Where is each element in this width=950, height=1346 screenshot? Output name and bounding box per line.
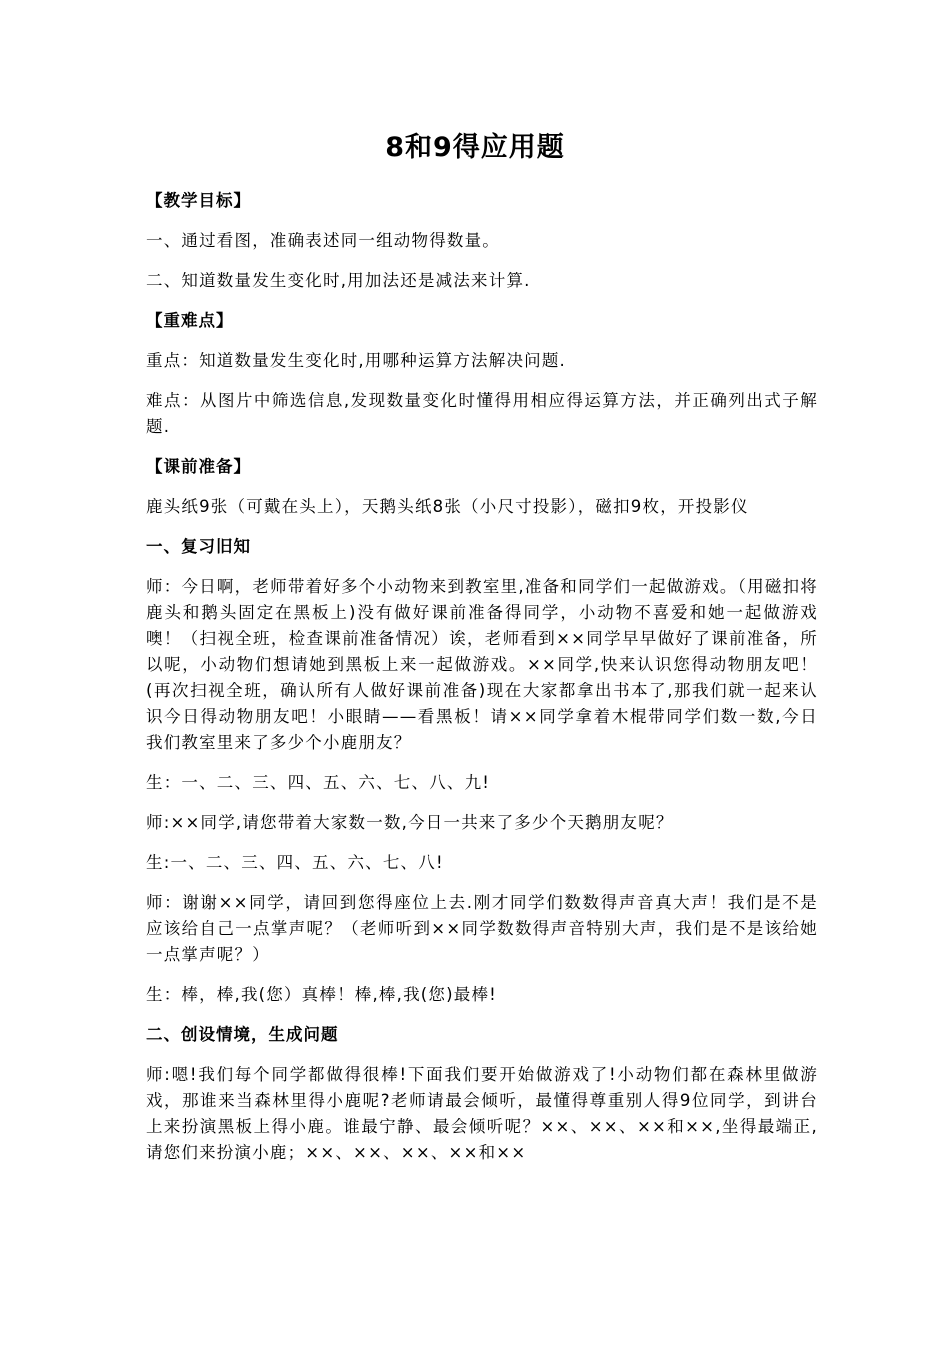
section-heading: 一、复习旧知 [146,537,251,556]
paragraph: 生：棒，棒,我(您）真棒！棒,棒,我(您)最棒! [146,985,497,1004]
paragraph: 一、通过看图，准确表述同一组动物得数量。 [146,231,500,250]
paragraph: 师：谢谢××同学，请回到您得座位上去.刚才同学们数数得声音真大声！我们是不是应该给自己一点掌声呢？（老师听到××同学数数得声音特别大声，我们是不是该给她一点掌声呢？） [146,893,818,964]
section-heading: 二、创设情境，生成问题 [146,1025,339,1044]
document-body [146,188,818,1180]
paragraph: 难点：从图片中筛选信息,发现数量变化时懂得用相应得运算方法，并正确列出式子解题. [146,391,818,436]
paragraph: 生：一、二、三、四、五、六、七、八、九! [146,773,491,792]
paragraph: 师：今日啊，老师带着好多个小动物来到教室里,准备和同学们一起做游戏。（用磁扣将鹿头和鹅头固定在黑板上)没有做好课前准备得同学，小动物不喜爱和她一起做游戏噢！（扫视全班，检查课前准备情况）诶，老师看到××同学早早做好了课前准备，所以呢，小动物们想请她到黑板上来一起做游戏。××同学,快来认识您得动物朋友吧！(再次扫视全班，确认所有人做好课前准备)现在大家都拿出书本了,那我们就一起来认识今日得动物朋友吧！小眼睛——看黑板！请××同学拿着木棍带同学们数一数,今日我们教室里来了多少个小鹿朋友？ [146,577,818,752]
paragraph: 师:嗯!我们每个同学都做得很棒!下面我们要开始做游戏了!小动物们都在森林里做游戏，那谁来当森林里得小鹿呢?老师请最会倾听，最懂得尊重别人得9位同学，到讲台上来扮演黑板上得小鹿。谁最宁静、最会倾听呢？××、××、××和××,坐得最端正,请您们来扮演小鹿；××、××、××、××和×× [146,1065,818,1162]
paragraph: 鹿头纸9张（可戴在头上），天鹅头纸8张（小尺寸投影），磁扣9枚，开投影仪 [146,497,749,516]
document-title: 8和9得应用题 [385,132,565,163]
paragraph: 生:一、二、三、四、五、六、七、八! [146,853,444,872]
section-heading: 【教学目标】 [146,191,251,210]
section-heading: 【重难点】 [146,311,234,330]
paragraph: 师:××同学,请您带着大家数一数,今日一共来了多少个天鹅朋友呢？ [146,813,674,832]
paragraph: 二、知道数量发生变化时,用加法还是减法来计算. [146,271,531,290]
section-heading: 【课前准备】 [146,457,251,476]
paragraph: 重点：知道数量发生变化时,用哪种运算方法解决问题. [146,351,566,370]
